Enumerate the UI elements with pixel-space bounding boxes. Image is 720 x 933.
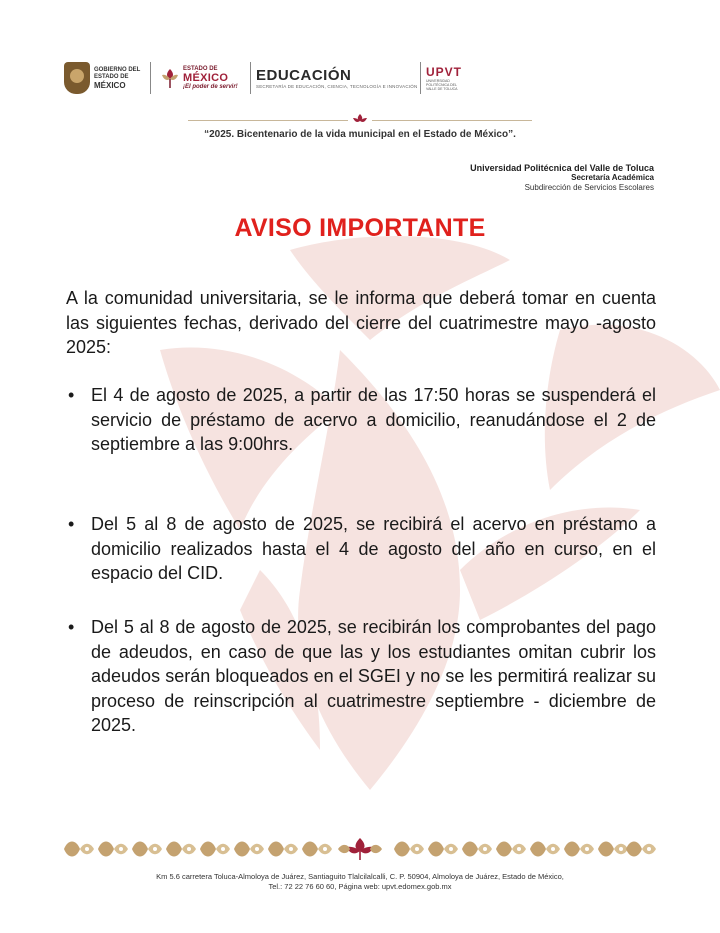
- gob-logo-line2: ESTADO DE: [94, 73, 129, 80]
- edomex-logo: [160, 58, 246, 98]
- upvt-logo: [426, 58, 466, 98]
- coat-of-arms-icon: [64, 62, 90, 94]
- institution-secretariat: Secretaría Académica: [571, 173, 654, 182]
- flower-icon: [160, 67, 180, 89]
- notice-title: AVISO IMPORTANTE: [234, 214, 486, 242]
- footer: [0, 872, 720, 892]
- list-item: • El 4 de agosto de 2025, a partir de las 17:50 horas se suspenderá el servicio de préstamo de acervo a domicilio, reanudándose el 2 de septiembre a las 9:00hrs.: [66, 383, 656, 490]
- logo-divider: [250, 62, 251, 94]
- edomex-logo-big: MÉXICO: [183, 71, 229, 84]
- notice-intro: A la comunidad universitaria, se le informa que deberá tomar en cuenta las siguientes fechas, derivado del cierre del cuatrimestre mayo -agosto 2025:: [66, 288, 656, 357]
- logo-divider: [150, 62, 151, 94]
- list-item: • Del 5 al 8 de agosto de 2025, se recibirán los comprobantes del pago de adeudos, en caso de que las y los estudiantes omitan cubrir los adeudos serán bloqueados en el SGEI y no se les permitirá realizar su proceso de reinscripción al cuatrimestre septiembre - diciembre de 2025.: [66, 615, 656, 775]
- upvt-logo-subtitle: UNIVERSIDAD POLITÉCNICA DEL VALLE DE TOLUCA: [426, 78, 458, 91]
- gob-logo-line1: GOBIERNO DEL: [94, 66, 141, 73]
- footer-address: Km 5.6 carretera Toluca-Almoloya de Juárez, Santiaguito Tlalcilalcalli, C. P. 50904, Almoloya de Juárez, Estado de México,: [156, 872, 564, 881]
- education-logo-subtitle: SECRETARÍA DE EDUCACIÓN, CIENCIA, TECNOLOGÍA E INNOVACIÓN: [256, 83, 418, 89]
- central-flower-icon: [338, 838, 382, 860]
- small-flower-icon: [352, 113, 368, 127]
- notice-list: [66, 383, 656, 775]
- institution-name: Universidad Politécnica del Valle de Toluca: [470, 163, 654, 173]
- logo-divider: [420, 62, 421, 94]
- institution-subdirectorate: Subdirección de Servicios Escolares: [524, 183, 654, 192]
- gobierno-logo: [64, 58, 142, 98]
- institution-block: [470, 163, 654, 193]
- header-logos: [64, 58, 656, 100]
- footer-contact: Tel.: 72 22 76 60 60, Página web: upvt.edomex.gob.mx: [268, 882, 452, 891]
- motto: “2025. Bicentenario de la vida municipal en el Estado de México”.: [204, 129, 516, 140]
- education-logo-title: EDUCACIÓN: [256, 66, 352, 84]
- edomex-logo-slogan: ¡El poder de servir!: [183, 83, 238, 90]
- edomex-logo-small: ESTADO DE: [183, 65, 218, 72]
- header-rule-right: [372, 120, 532, 121]
- ornamental-border: [62, 836, 658, 862]
- header-rule-left: [188, 120, 348, 121]
- gob-logo-line3: MÉXICO: [94, 80, 126, 90]
- list-item: • Del 5 al 8 de agosto de 2025, se recibirá el acervo en préstamo a domicilio realizados hasta el 4 de agosto del año en curso, en el espacio del CID.: [66, 512, 656, 595]
- upvt-logo-title: UPVT: [426, 64, 463, 79]
- education-logo: [256, 58, 426, 98]
